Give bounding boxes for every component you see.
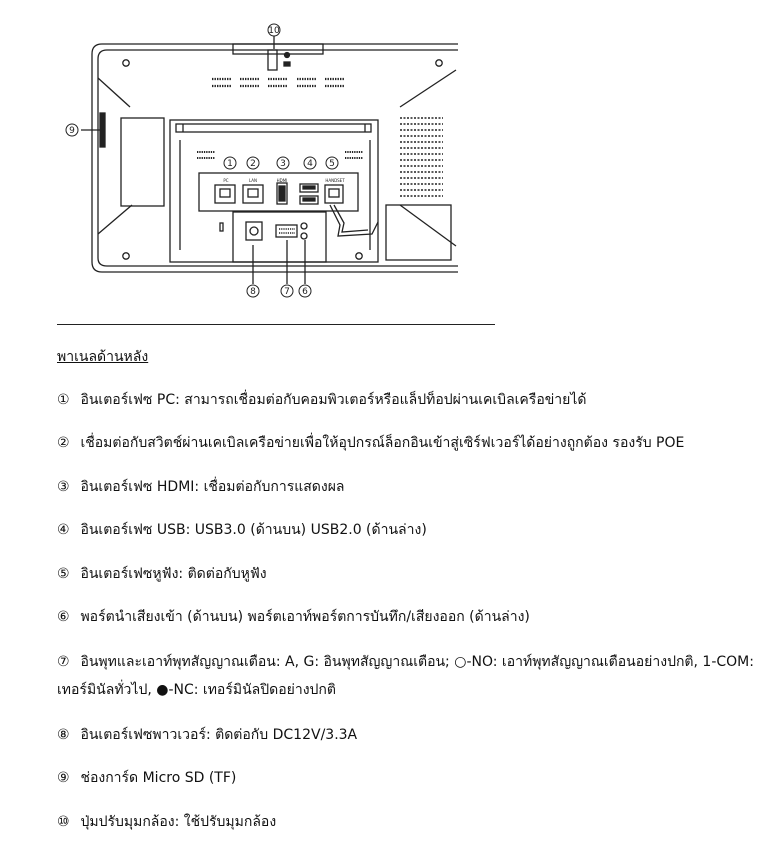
svg-text:7: 7	[284, 287, 290, 297]
item-text: อินเตอร์เฟซ PC: สามารถเชื่อมต่อกับคอมพิวเตอร์หรือแล็ปท็อปผ่านเคเบิลเครือข่ายได้	[80, 392, 587, 408]
port-label-pc: PC	[223, 178, 229, 183]
screw	[123, 253, 129, 259]
port-label-lan: LAN	[248, 178, 258, 183]
port-label-handset: HANDSET	[325, 178, 345, 183]
item-text: เชื่อมต่อกับสวิตช์ผ่านเคเบิลเครือข่ายเพื่อให้อุปกรณ์ล็อกอินเข้าสู่เซิร์ฟเวอร์ได้อย่างถูกต้อง รองรับ POE	[80, 435, 685, 451]
item-text: ปุ่มปรับมุมกล้อง: ใช้ปรับมุมกล้อง	[80, 814, 277, 830]
horizontal-rule	[57, 324, 495, 325]
item-number: ⑨	[57, 770, 70, 786]
item-number: ⑥	[57, 609, 70, 625]
power-jack	[246, 222, 262, 240]
item-text-continued: เทอร์มินัลทั่วไป, ●-NC: เทอร์มินัลปิดอย่างปกติ	[57, 682, 336, 698]
handset-port	[325, 185, 343, 203]
callout-7	[281, 285, 293, 297]
pc-port	[215, 185, 235, 203]
top-vents	[212, 79, 345, 86]
lan-port	[243, 185, 263, 203]
port-label-hdmi: HDMI	[276, 178, 288, 183]
svg-text:9: 9	[69, 126, 75, 136]
item-number: ⑤	[57, 566, 70, 582]
list-item	[57, 721, 357, 749]
svg-text:6: 6	[302, 287, 308, 297]
list-item	[57, 516, 427, 544]
svg-text:5: 5	[329, 159, 335, 169]
audio-in-jack	[301, 223, 307, 229]
item-text: อินเตอร์เฟซพาวเวอร์: ติดต่อกับ DC12V/3.3A	[80, 727, 358, 743]
item-number: ⑦	[57, 654, 70, 670]
item-number: ①	[57, 392, 70, 408]
callout-8	[247, 285, 259, 297]
svg-text:8: 8	[250, 287, 256, 297]
io-module	[170, 120, 378, 262]
svg-text:10: 10	[268, 26, 280, 36]
callout-4	[304, 157, 316, 169]
item-number: ⑩	[57, 814, 70, 830]
svg-text:4: 4	[307, 159, 313, 169]
item-number: ④	[57, 522, 70, 538]
sd-card-slot	[100, 113, 105, 147]
list-item	[57, 808, 276, 836]
speaker-grille	[400, 118, 443, 196]
callout-3	[277, 157, 289, 169]
item-text: พอร์ตนำเสียงเข้า (ด้านบน) พอร์ตเอาท์พอร์ตการบันทึก/เสียงออก (ด้านล่าง)	[80, 609, 530, 625]
rear-panel-diagram	[0, 0, 769, 305]
callout-10	[268, 24, 280, 36]
callout-5	[326, 157, 338, 169]
item-text: อินเตอร์เฟซหูฟัง: ติดต่อกับหูฟัง	[80, 566, 267, 582]
screw	[356, 253, 362, 259]
screw	[436, 60, 442, 66]
item-text: อินพุทและเอาท์พุทสัญญาณเตือน: A, G: อินพุทสัญญาณเตือน; ○-NO: เอาท์พุทสัญญาณเตือนอย่างปกติ, 1-COM:	[80, 654, 754, 670]
list-item	[57, 560, 267, 588]
alarm-terminal	[276, 225, 297, 237]
list-item	[57, 603, 530, 631]
svg-text:3: 3	[280, 159, 286, 169]
callout-2	[247, 157, 259, 169]
callout-6	[299, 285, 311, 297]
screw	[123, 60, 129, 66]
section-heading: พาเนลด้านหลัง	[57, 349, 149, 365]
housing-inner	[98, 50, 458, 266]
svg-text:2: 2	[250, 159, 256, 169]
list-item	[57, 764, 236, 792]
audio-out-jack	[301, 233, 307, 239]
housing-outline	[92, 44, 458, 272]
list-item	[57, 429, 684, 457]
item-number: ③	[57, 479, 70, 495]
callout-9	[66, 124, 78, 136]
item-text: ช่องการ์ด Micro SD (TF)	[80, 770, 237, 786]
camera-bump	[233, 44, 323, 54]
item-text: อินเตอร์เฟซ USB: USB3.0 (ด้านบน) USB2.0 (ด้านล่าง)	[80, 522, 427, 538]
list-item	[57, 473, 345, 501]
item-text: อินเตอร์เฟซ HDMI: เชื่อมต่อกับการแสดงผล	[80, 479, 345, 495]
svg-text:1: 1	[227, 159, 233, 169]
callout-1	[224, 157, 236, 169]
list-item	[57, 386, 587, 414]
item-number: ②	[57, 435, 70, 451]
list-item	[57, 648, 757, 704]
item-number: ⑧	[57, 727, 70, 743]
camera-knob	[268, 50, 277, 70]
